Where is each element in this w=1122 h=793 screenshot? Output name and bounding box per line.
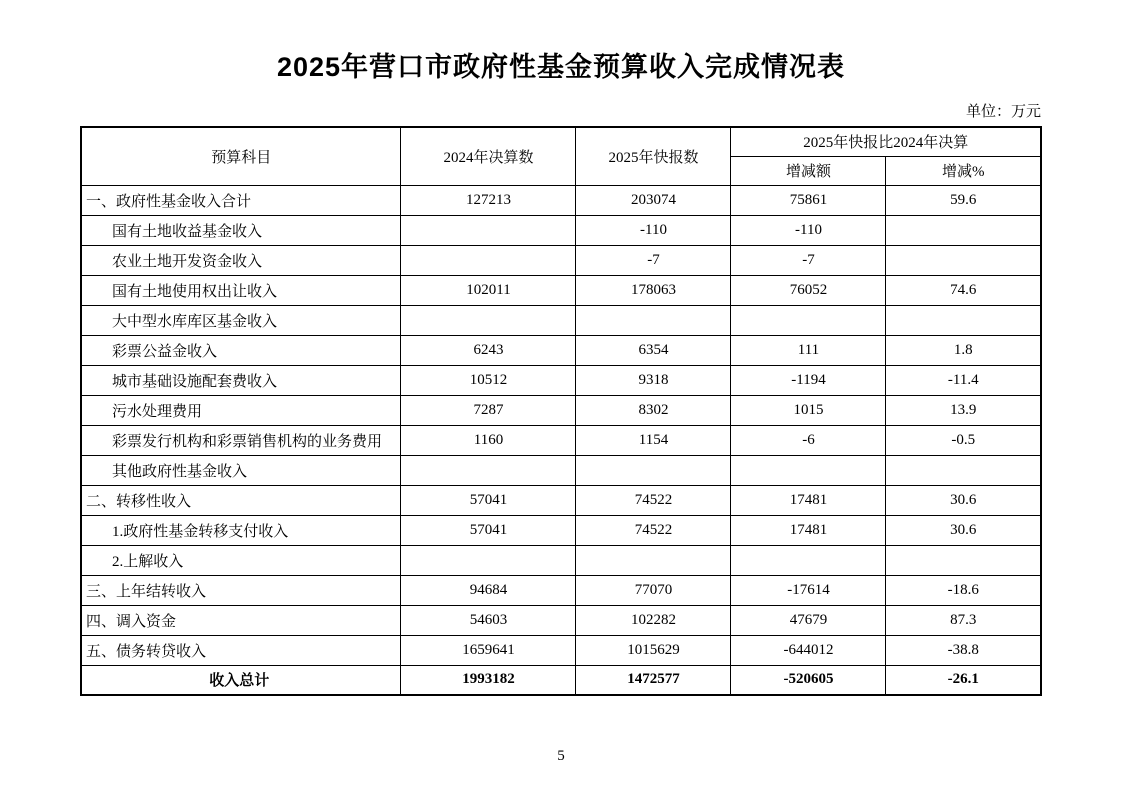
table-row: [81, 635, 1041, 665]
table-row: [81, 425, 1041, 455]
value-2025: 178063: [576, 275, 731, 305]
value-2024: 7287: [401, 395, 576, 425]
value-2025: 6354: [576, 335, 731, 365]
value-diff: [731, 545, 886, 575]
row-label: 五、债务转贷收入: [81, 635, 401, 665]
row-label: 彩票发行机构和彩票销售机构的业务费用: [81, 425, 401, 455]
value-pct: 30.6: [886, 485, 1041, 515]
row-label: 污水处理费用: [81, 395, 401, 425]
value-2024: [401, 545, 576, 575]
page-number: 5: [557, 748, 565, 764]
row-label: 国有土地使用权出让收入: [81, 275, 401, 305]
row-label: 大中型水库库区基金收入: [81, 305, 401, 335]
row-label: 彩票公益金收入: [81, 335, 401, 365]
value-diff: -520605: [731, 665, 886, 695]
value-diff: 1015: [731, 395, 886, 425]
value-pct: 59.6: [886, 185, 1041, 215]
table-row: [81, 395, 1041, 425]
value-2025: -110: [576, 215, 731, 245]
table-row: [81, 305, 1041, 335]
value-diff: -6: [731, 425, 886, 455]
table-header: [81, 127, 1041, 185]
value-pct: [886, 305, 1041, 335]
value-2024: 6243: [401, 335, 576, 365]
row-label: 四、调入资金: [81, 605, 401, 635]
value-diff: 75861: [731, 185, 886, 215]
value-2024: [401, 215, 576, 245]
value-pct: [886, 245, 1041, 275]
value-diff: 76052: [731, 275, 886, 305]
table-row: [81, 365, 1041, 395]
value-pct: -18.6: [886, 575, 1041, 605]
header-comparison: 2025年快报比2024年决算: [731, 127, 1041, 156]
unit-label: 单位：万元: [965, 104, 1041, 120]
value-pct: [886, 545, 1041, 575]
row-label: 国有土地收益基金收入: [81, 215, 401, 245]
value-diff: 17481: [731, 485, 886, 515]
value-diff: -7: [731, 245, 886, 275]
value-2025: [576, 305, 731, 335]
table-row: [81, 545, 1041, 575]
value-pct: 30.6: [886, 515, 1041, 545]
row-label: 城市基础设施配套费收入: [81, 365, 401, 395]
value-2025: 102282: [576, 605, 731, 635]
row-label: 1.政府性基金转移支付收入: [81, 515, 401, 545]
value-2025: 1154: [576, 425, 731, 455]
value-2024: [401, 245, 576, 275]
value-diff: -644012: [731, 635, 886, 665]
table-row: [81, 485, 1041, 515]
value-2024: 54603: [401, 605, 576, 635]
value-diff: [731, 305, 886, 335]
row-label: 收入总计: [81, 665, 401, 695]
row-label: 其他政府性基金收入: [81, 455, 401, 485]
table-row: [81, 275, 1041, 305]
value-2024: 1659641: [401, 635, 576, 665]
value-pct: -26.1: [886, 665, 1041, 695]
value-diff: -17614: [731, 575, 886, 605]
value-2025: [576, 455, 731, 485]
header-subject: 预算科目: [81, 127, 401, 185]
value-diff: 47679: [731, 605, 886, 635]
table-row: [81, 455, 1041, 485]
table-row-total: [81, 665, 1041, 695]
value-2025: 203074: [576, 185, 731, 215]
value-pct: 1.8: [886, 335, 1041, 365]
value-pct: -38.8: [886, 635, 1041, 665]
value-2025: 77070: [576, 575, 731, 605]
value-diff: 111: [731, 335, 886, 365]
value-pct: 74.6: [886, 275, 1041, 305]
value-2024: 127213: [401, 185, 576, 215]
table-body: [81, 185, 1041, 695]
budget-table: [80, 126, 1042, 696]
value-pct: 13.9: [886, 395, 1041, 425]
row-label: 农业土地开发资金收入: [81, 245, 401, 275]
value-2025: 9318: [576, 365, 731, 395]
value-2024: 57041: [401, 485, 576, 515]
table-row: [81, 245, 1041, 275]
value-2025: 8302: [576, 395, 731, 425]
value-2025: 1015629: [576, 635, 731, 665]
value-2024: 94684: [401, 575, 576, 605]
value-2024: 1160: [401, 425, 576, 455]
value-2025: [576, 545, 731, 575]
value-2024: [401, 455, 576, 485]
value-2025: 74522: [576, 485, 731, 515]
table-row: [81, 515, 1041, 545]
header-diff-amount: 增减额: [731, 156, 886, 185]
row-label: 一、政府性基金收入合计: [81, 185, 401, 215]
table-row: [81, 335, 1041, 365]
header-row-1: [81, 127, 1041, 156]
value-2025: 74522: [576, 515, 731, 545]
table-row: [81, 215, 1041, 245]
value-diff: -1194: [731, 365, 886, 395]
value-diff: [731, 455, 886, 485]
row-label: 三、上年结转收入: [81, 575, 401, 605]
row-label: 二、转移性收入: [81, 485, 401, 515]
table-row: [81, 575, 1041, 605]
header-diff-percent: 增减%: [886, 156, 1041, 185]
value-pct: -11.4: [886, 365, 1041, 395]
value-pct: [886, 215, 1041, 245]
value-pct: 87.3: [886, 605, 1041, 635]
value-2024: 57041: [401, 515, 576, 545]
table-row: [81, 185, 1041, 215]
value-2024: [401, 305, 576, 335]
value-2024: 10512: [401, 365, 576, 395]
value-2025: 1472577: [576, 665, 731, 695]
row-label: 2.上解收入: [81, 545, 401, 575]
value-2025: -7: [576, 245, 731, 275]
header-2025-flash: 2025年快报数: [576, 127, 731, 185]
value-2024: 1993182: [401, 665, 576, 695]
value-pct: -0.5: [886, 425, 1041, 455]
header-2024-final: 2024年决算数: [401, 127, 576, 185]
value-diff: 17481: [731, 515, 886, 545]
value-diff: -110: [731, 215, 886, 245]
page-title: 2025年营口市政府性基金预算收入完成情况表: [276, 52, 846, 82]
table-row: [81, 605, 1041, 635]
value-pct: [886, 455, 1041, 485]
value-2024: 102011: [401, 275, 576, 305]
